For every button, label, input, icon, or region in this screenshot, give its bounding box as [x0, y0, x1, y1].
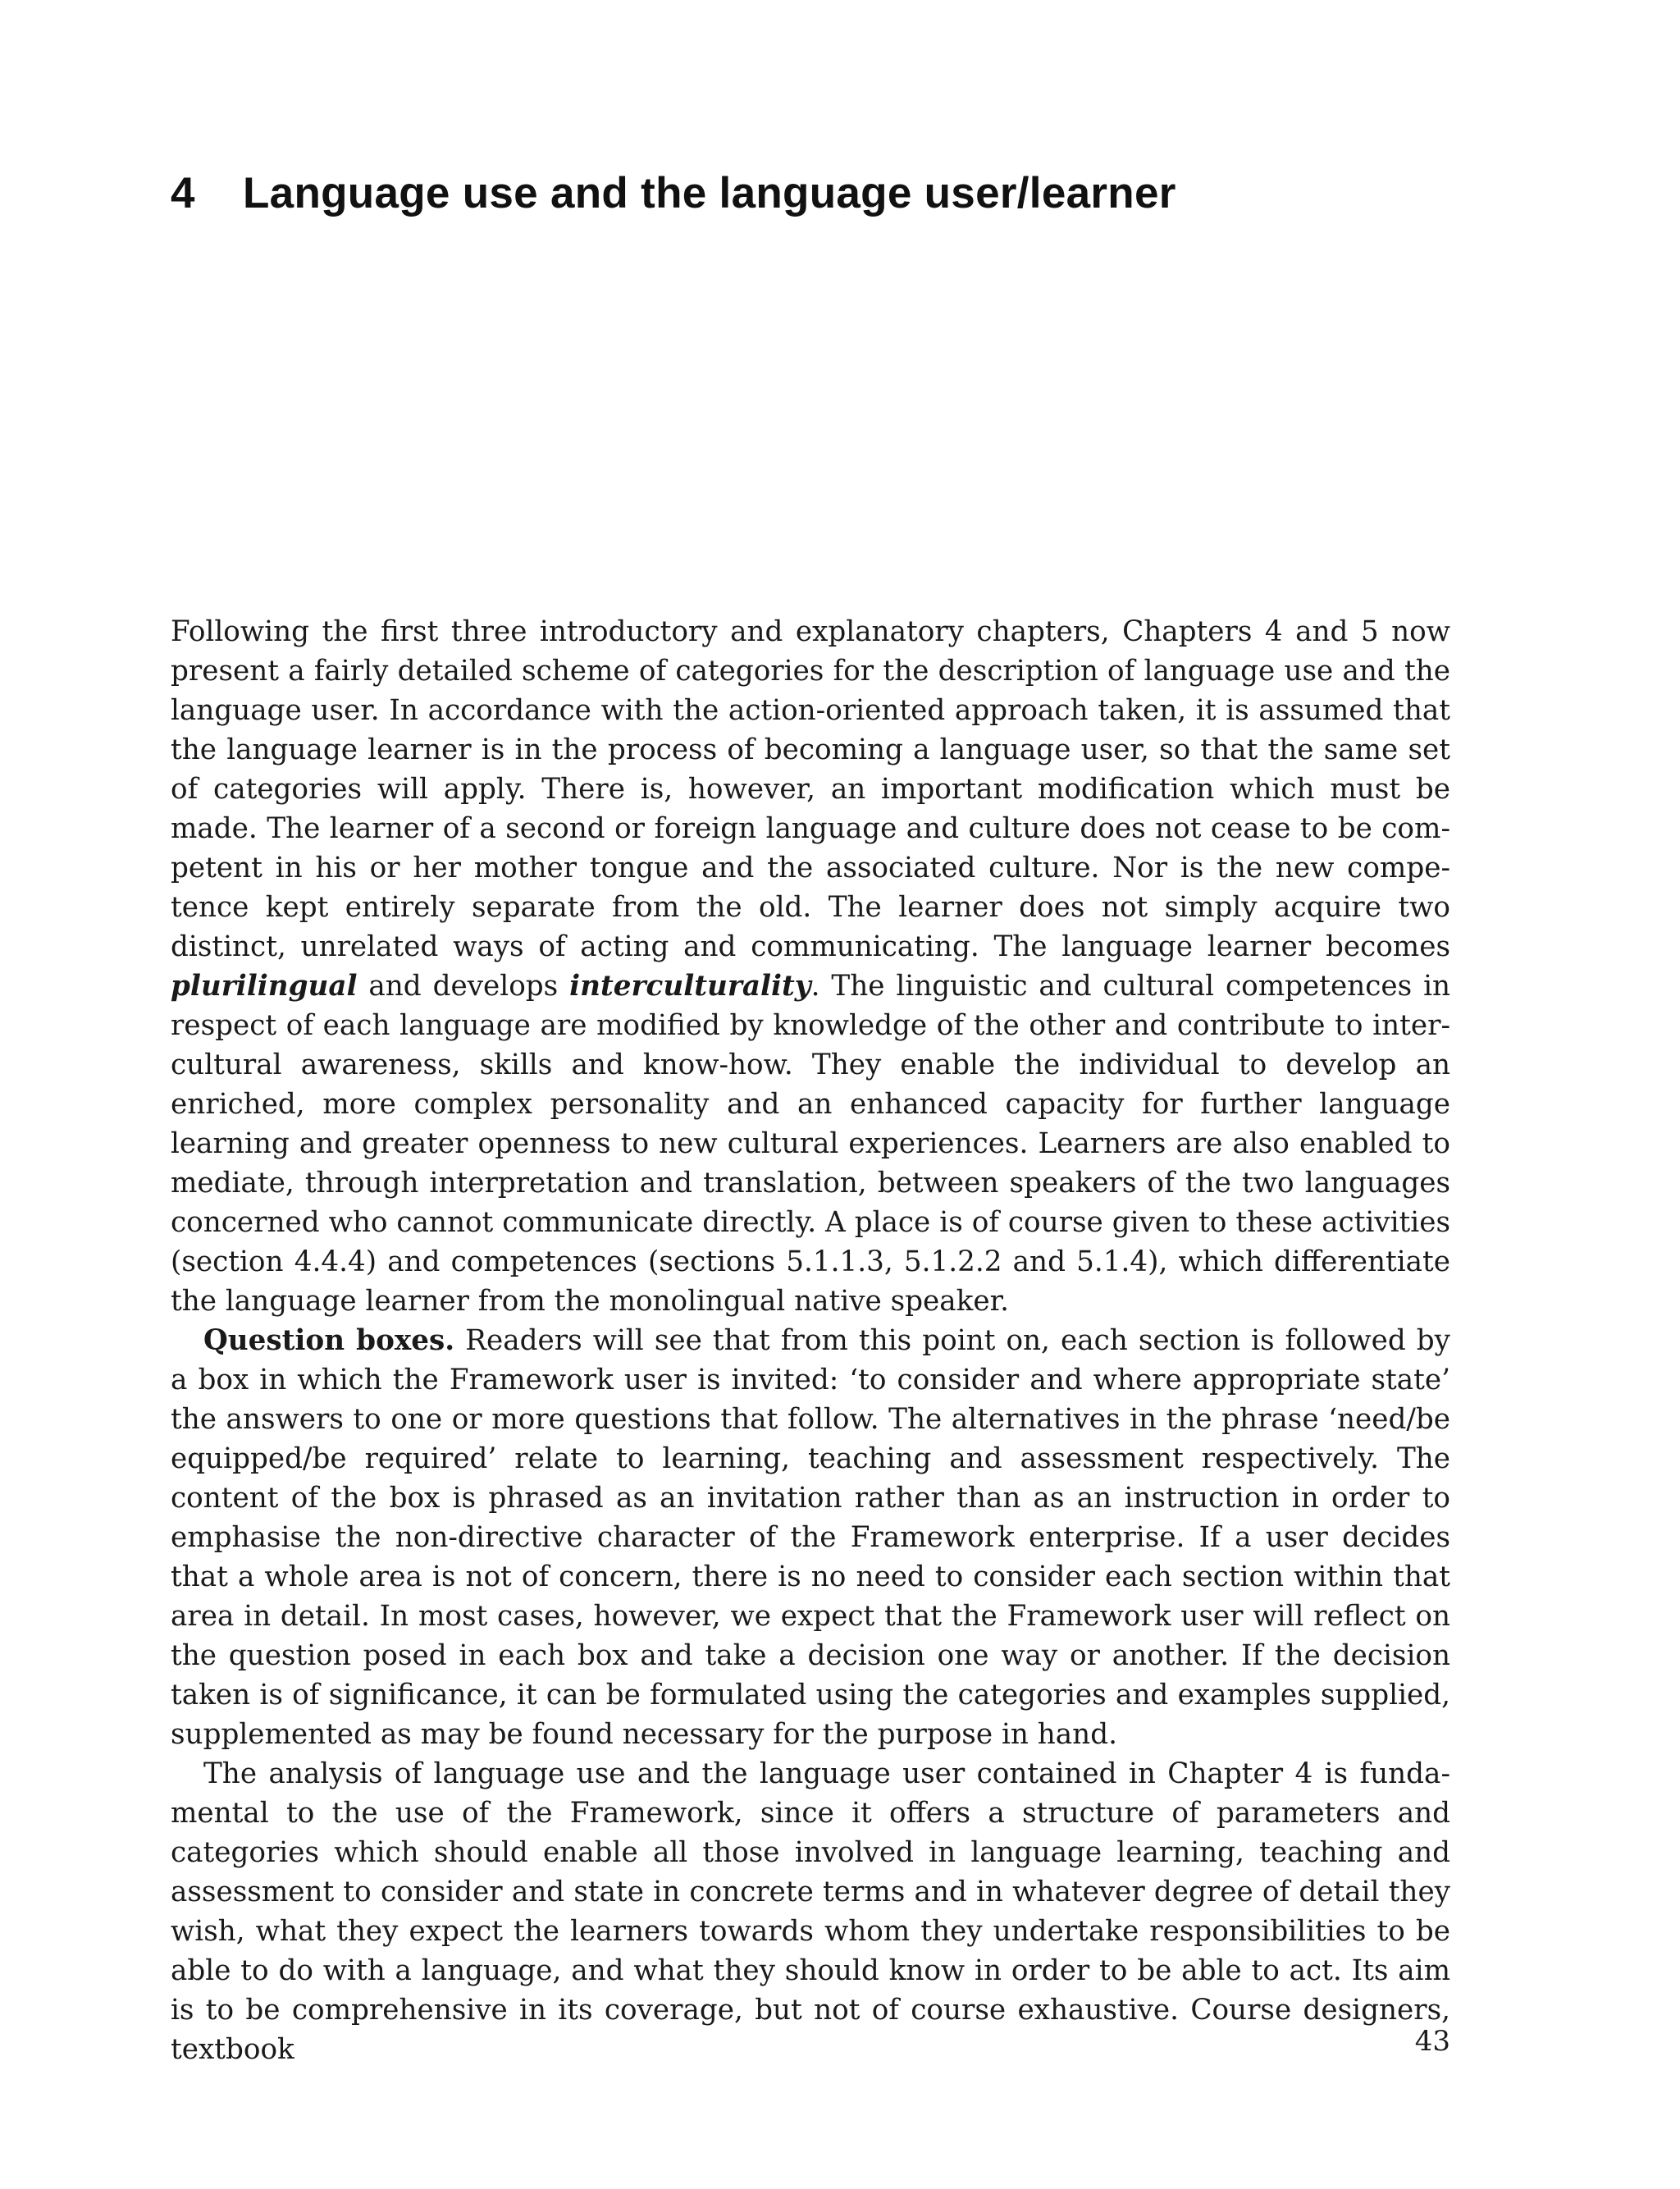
paragraph-question-boxes [171, 1321, 1450, 1754]
page-number: 43 [1414, 2025, 1450, 2058]
chapter-number: 4 [171, 169, 195, 217]
paragraph-analysis [171, 1754, 1450, 2069]
paragraph-intro [171, 612, 1450, 1321]
chapter-title: Language use and the language user/learner [243, 169, 1176, 217]
body-text [171, 612, 1450, 2069]
term-plurilingual: plurilingual [171, 970, 358, 1003]
paragraph-analysis-text: The analysis of language use and the language user contained in Chapter 4 is fundamental to the use of the Framework, since it offers a structure of parameters and categories which should enable all those involved in language learning, teaching and assessment to consider and state in concrete terms and in whatever degree of detail they wish, what they expect the learners towards whom they undertake responsibilities to be able to do with a language, and what they should know in order to be able to act. Its aim is to be comprehensive in its coverage, but not of course exhaustive. Course designers, textbook [171, 1757, 1450, 2066]
paragraph-intro-part-3: . The linguistic and cultural competences in respect of each language are modified by knowledge of the other and contribute to intercultural awareness, skills and know-how. They enable the individual to develop an enriched, more complex personality and an enhanced capacity for further language learning and greater openness to new cultural experiences. Learners are also enabled to mediate, through interpretation and translation, between speakers of the two languages concerned who cannot communicate directly. A place is of course given to these activities (section 4.4.4) and competences (sections 5.1.1.3, 5.1.2.2 and 5.1.4), which differentiate the language learner from the monolingual native speaker. [171, 970, 1451, 1318]
paragraph-question-boxes-text: Readers will see that from this point on, each section is followed by a box in which the Framework user is invited: ‘to consider and where appropriate state’ the answers to one or more questions that follow. The alternatives in the phrase ‘need/be equipped/be required’ relate to learning, teaching and assessment respectively. The content of the box is phrased as an invitation rather than as an instruction in order to emphasise the non-directive character of the Framework enterprise. If a user decides that a whole area is not of concern, there is no need to consider each section within that area in detail. In most cases, however, we expect that the Framework user will reflect on the question posed in each box and take a decision one way or another. If the decision taken is of significance, it can be formulated using the categories and examples supplied, supplemented as may be found necessary for the purpose in hand. [171, 1324, 1450, 1751]
question-boxes-heading: Question boxes. [203, 1324, 455, 1357]
paragraph-intro-part-2: and develops [368, 970, 559, 1003]
chapter-heading [171, 168, 1176, 218]
paragraph-intro-part-1: Following the first three introductory and explanatory chapters, Chapters 4 and 5 now present a fairly detailed scheme of categories for the description of language use and the language user. In accordance with the action-oriented approach taken, it is assumed that the language learner is in the process of becoming a language user, so that the same set of categories will apply. There is, however, an important modification which must be made. The learner of a second or foreign language and culture does not cease to be competent in his or her mother tongue and the associated culture. Nor is the new competence kept entirely separate from the old. The learner does not simply acquire two distinct, unrelated ways of acting and communicating. The language learner becomes [171, 615, 1450, 963]
term-interculturality: interculturality [569, 970, 811, 1003]
